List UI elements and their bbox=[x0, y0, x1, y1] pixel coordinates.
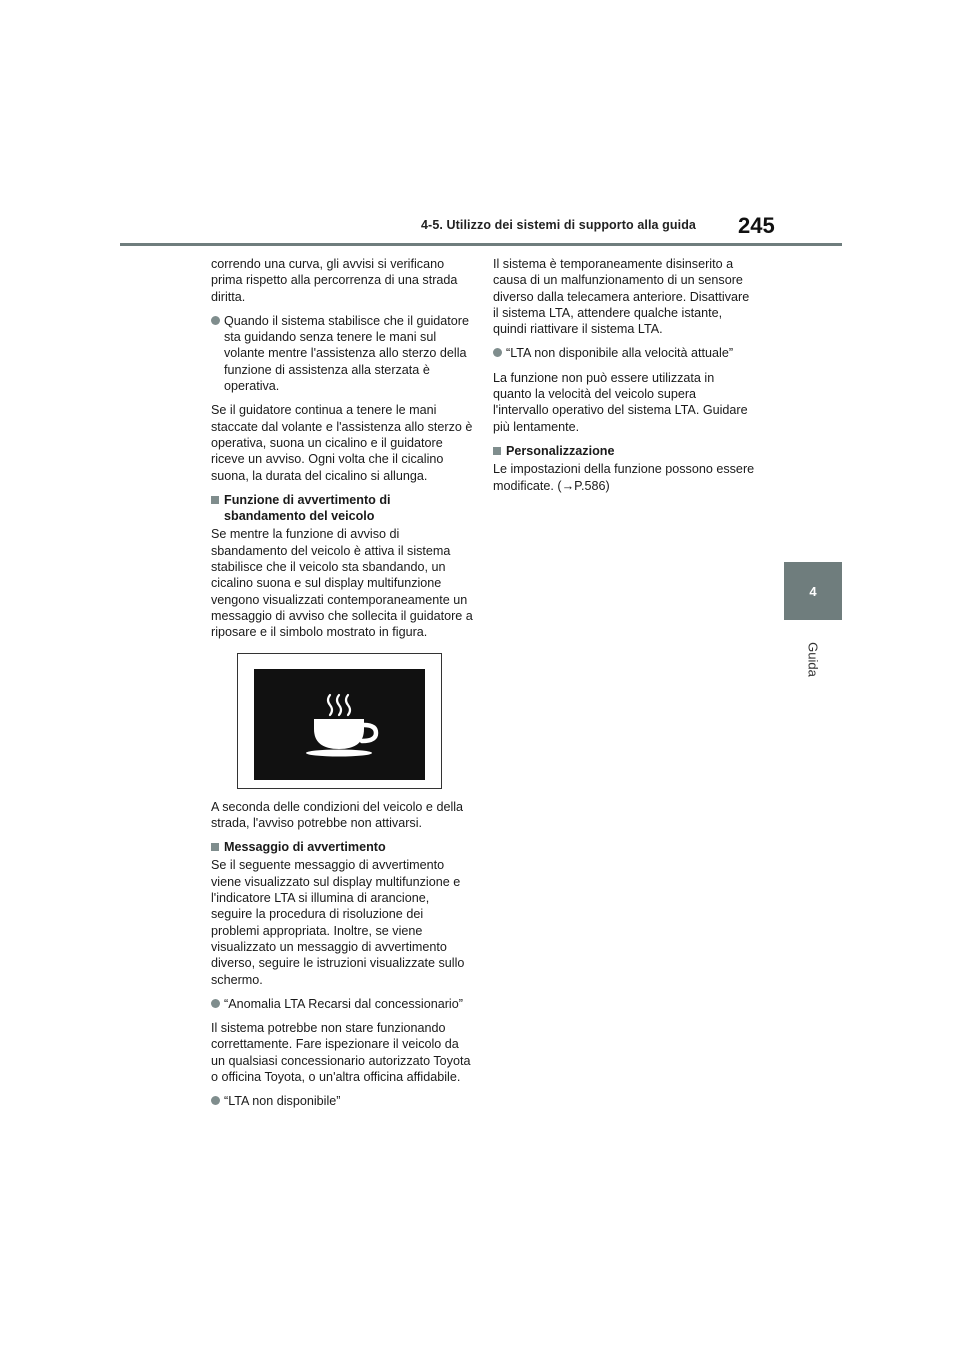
heading-square-icon bbox=[211, 843, 219, 851]
sway-paragraph: Se mentre la funzione di avviso di sbandamento del veicolo è attiva il sistema stabilisce che il veicolo sta sbandando, un cicalino suona e sul display multifunzione vengono visualizzati contemporaneamente un messaggio di avviso che sollecita il guidatore a riposare e il simbolo mostrato in figura. bbox=[211, 527, 473, 640]
heading-warning-message bbox=[211, 839, 473, 855]
heading-text: Messaggio di avvertimento bbox=[224, 840, 386, 855]
chapter-label: Guida bbox=[805, 642, 821, 677]
bullet-unavailable bbox=[211, 1093, 473, 1109]
bullet-dot-icon bbox=[211, 1096, 220, 1105]
heading-customization bbox=[493, 443, 755, 459]
heading-text: Funzione di avvertimento di sbandamento del veicolo bbox=[224, 492, 391, 524]
bullet-dot-icon bbox=[493, 348, 502, 357]
bullet-text: “LTA non disponibile” bbox=[224, 1094, 341, 1109]
bullet-text: “LTA non disponibile alla velocità attuale” bbox=[506, 346, 734, 361]
right-column bbox=[493, 256, 755, 502]
unavailable-paragraph: Il sistema è temporaneamente disinserito a causa di un malfunzionamento di un sensore diverso dalla telecamera anteriore. Disattivare il sistema LTA, attendere qualche istante, quindi riattivare il sistema LTA. bbox=[493, 257, 750, 337]
conditions-paragraph: A seconda delle condizioni del veicolo e della strada, l'avviso potrebbe non attivarsi. bbox=[211, 799, 464, 830]
bullet-text: “Anomalia LTA Recarsi dal concessionario” bbox=[224, 996, 463, 1011]
heading-sway-warning bbox=[211, 492, 473, 525]
malfunction-paragraph: Il sistema potrebbe non stare funzionando correttamente. Fare ispezionare il veicolo da un qualsiasi concessionario autorizzato Toyota o officina Toyota, o un'altra officina affidabile. bbox=[211, 1021, 471, 1084]
display-screen bbox=[254, 669, 425, 780]
intro-paragraph: correndo una curva, gli avvisi si verificano prima rispetto alla percorrenza di una strada diritta. bbox=[211, 257, 458, 304]
page-number: 245 bbox=[738, 213, 775, 238]
hands-off-paragraph: Se il guidatore continua a tenere le mani staccate dal volante e l'assistenza allo sterzo è operativa, suona un cicalino e il guidatore riceve un avviso. Ogni volta che il cicalino suona, la durata del cicalino si allunga. bbox=[211, 403, 473, 483]
bullet-dot-icon bbox=[211, 999, 220, 1008]
speed-paragraph: La funzione non può essere utilizzata in quanto la velocità del veicolo supera l'intervallo operativo del sistema LTA. Guidare più lentamente. bbox=[493, 370, 748, 434]
heading-square-icon bbox=[211, 496, 219, 504]
coffee-cup-icon bbox=[254, 669, 425, 780]
figure-frame bbox=[237, 653, 442, 789]
chapter-number: 4 bbox=[809, 583, 817, 599]
warning-paragraph: Se il seguente messaggio di avvertimento viene visualizzato sul display multifunzione e l'indicatore LTA si illumina di arancione, seguire la procedura di risoluzione dei problemi appropriata. Inoltre, se viene visualizzato un messaggio di avvertimento diverso, seguire le istruzioni visualizzate sullo schermo. bbox=[211, 858, 465, 987]
heading-text: Personalizzazione bbox=[506, 443, 615, 458]
chapter-tab[interactable] bbox=[784, 562, 842, 620]
section-title: 4-5. Utilizzo dei sistemi di supporto alla guida bbox=[421, 218, 696, 232]
bullet-text: Quando il sistema stabilisce che il guidatore sta guidando senza tenere le mani sul volante mentre l'assistenza allo sterzo della funzione di assistenza alla sterzata è operativa. bbox=[224, 313, 470, 394]
bullet-malfunction bbox=[211, 996, 473, 1012]
header-rule bbox=[120, 243, 842, 246]
left-column bbox=[211, 256, 473, 1118]
heading-square-icon bbox=[493, 447, 501, 455]
bullet-hands-off bbox=[211, 313, 473, 394]
bullet-dot-icon bbox=[211, 316, 220, 325]
customization-paragraph[interactable]: Le impostazioni della funzione possono essere modificate. (→P.586) bbox=[493, 462, 755, 493]
bullet-speed bbox=[493, 345, 755, 361]
